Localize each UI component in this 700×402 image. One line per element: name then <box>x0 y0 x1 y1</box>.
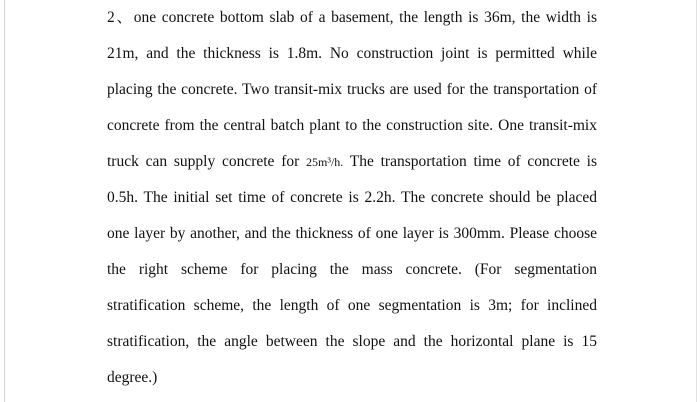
text-line <box>107 144 597 180</box>
text-line: placing the concrete. Two transit-mix trucks are used for the transportation of <box>107 81 597 98</box>
text-line: 0.5h. The initial set time of concrete is 2.2h. The concrete should be placed <box>107 189 597 206</box>
right-border <box>696 0 697 402</box>
text-segment: truck can supply concrete for <box>107 153 307 170</box>
text-line: stratification scheme, the length of one segmentation is 3m; for inclined <box>107 297 597 314</box>
supply-rate: 25m³/h. <box>306 155 344 169</box>
text-line: the right scheme for placing the mass concrete. (For segmentation <box>107 261 597 278</box>
text-line: stratification, the angle between the slope and the horizontal plane is 15 <box>107 333 597 350</box>
text-line: 21m, and the thickness is 1.8m. No construction joint is permitted while <box>107 45 597 62</box>
left-border <box>4 0 5 402</box>
text-line: 2、one concrete bottom slab of a basement, the length is 36m, the width is <box>107 9 597 26</box>
text-line: one layer by another, and the thickness of one layer is 300mm. Please choose <box>107 225 597 242</box>
text-line: degree.) <box>107 369 158 386</box>
text-segment: The transportation time of concrete is <box>343 153 597 170</box>
text-line: concrete from the central batch plant to the construction site. One transit-mix <box>107 117 597 134</box>
